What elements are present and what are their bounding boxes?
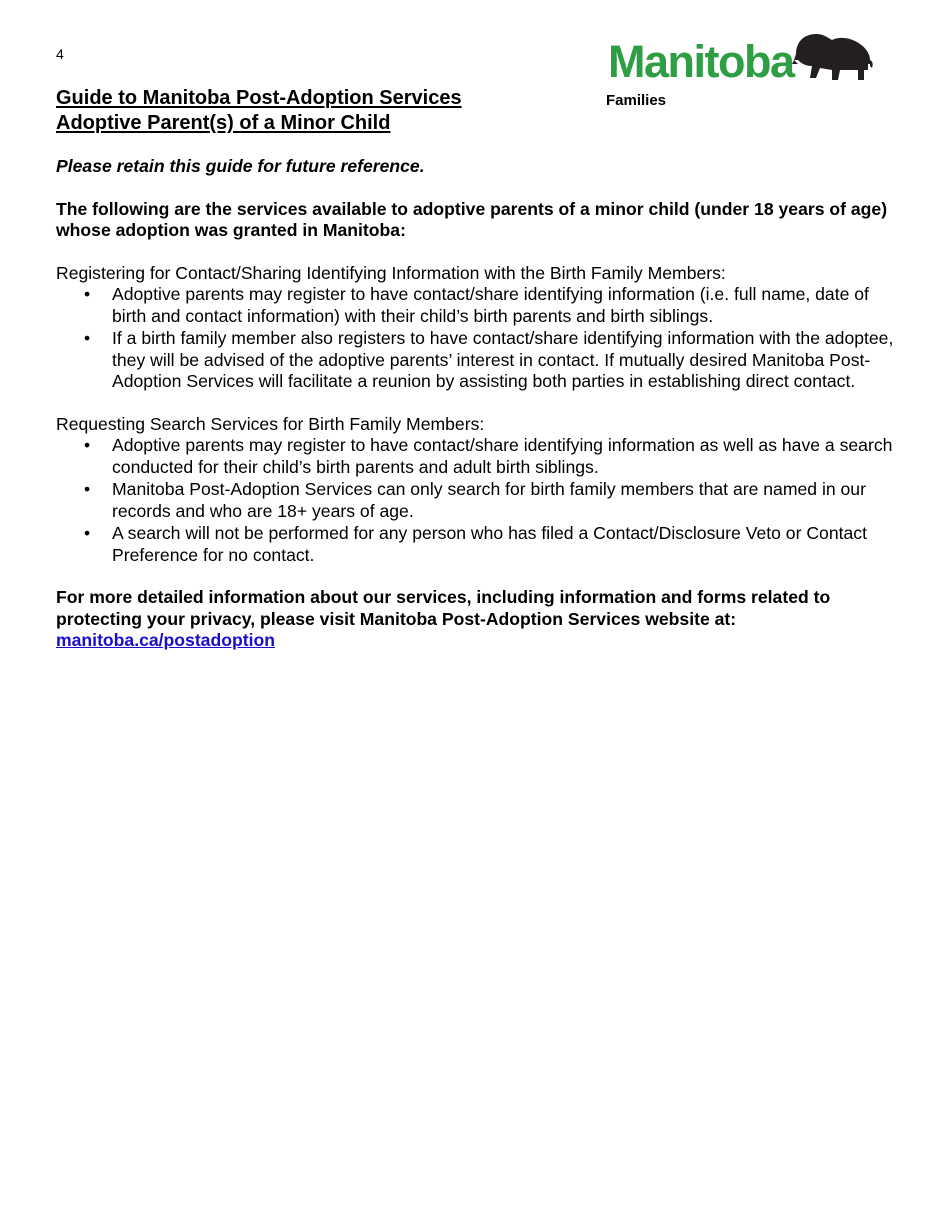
closing-text: For more detailed information about our services, including information and forms related to protecting your privacy, please visit Manitoba Post-Adoption Services website at: bbox=[56, 587, 831, 629]
bullet-icon: • bbox=[84, 479, 91, 499]
postadoption-link[interactable]: manitoba.ca/postadoption bbox=[56, 630, 275, 650]
logo-wordmark: Manitoba bbox=[608, 36, 794, 87]
closing-paragraph bbox=[56, 587, 898, 652]
bullet-icon: • bbox=[84, 523, 91, 543]
list-item bbox=[84, 523, 898, 566]
list-item-text: If a birth family member also registers to have contact/share identifying information with the adoptee, they will be advised of the adoptive parents’ interest in contact. If mutually desired Manitoba Post-Adoption Services will facilitate a reunion by assisting both parties in establishing direct contact. bbox=[112, 328, 894, 391]
bullet-list-search bbox=[56, 435, 898, 566]
intro-paragraph: The following are the services available to adoptive parents of a minor child (under 18 years of age) whose adoption was granted in Manitoba: bbox=[56, 198, 888, 240]
section-heading-search: Requesting Search Services for Birth Family Members: bbox=[56, 413, 485, 434]
list-item-text: Manitoba Post-Adoption Services can only search for birth family members that are named in our records and who are 18+ years of age. bbox=[112, 479, 866, 521]
bullet-icon: • bbox=[84, 435, 91, 455]
bullet-list-registering bbox=[56, 284, 898, 393]
page-number: 4 bbox=[56, 46, 64, 62]
document-body bbox=[56, 156, 898, 652]
list-item bbox=[84, 328, 898, 393]
list-item-text: Adoptive parents may register to have contact/share identifying information (i.e. full name, date of birth and contact information) with their child’s birth parents and birth siblings. bbox=[112, 284, 869, 326]
retain-note: Please retain this guide for future reference. bbox=[56, 156, 425, 176]
section-heading-registering: Registering for Contact/Sharing Identifying Information with the Birth Family Members: bbox=[56, 262, 726, 283]
bullet-icon: • bbox=[84, 328, 91, 348]
title-line-2: Adoptive Parent(s) of a Minor Child bbox=[56, 112, 391, 134]
list-item bbox=[84, 284, 898, 327]
list-item-text: Adoptive parents may register to have contact/share identifying information as well as have a search conducted for their child’s birth parents and adult birth siblings. bbox=[112, 435, 893, 477]
list-item bbox=[84, 435, 898, 478]
bullet-icon: • bbox=[84, 284, 91, 304]
title-line-1: Guide to Manitoba Post-Adoption Services bbox=[56, 87, 462, 109]
list-item bbox=[84, 479, 898, 522]
list-item-text: A search will not be performed for any person who has filed a Contact/Disclosure Veto or Contact Preference for no contact. bbox=[112, 523, 867, 565]
document-title bbox=[56, 86, 576, 136]
manitoba-logo bbox=[606, 28, 876, 118]
bison-icon bbox=[790, 30, 874, 86]
logo-division: Families bbox=[606, 92, 667, 109]
